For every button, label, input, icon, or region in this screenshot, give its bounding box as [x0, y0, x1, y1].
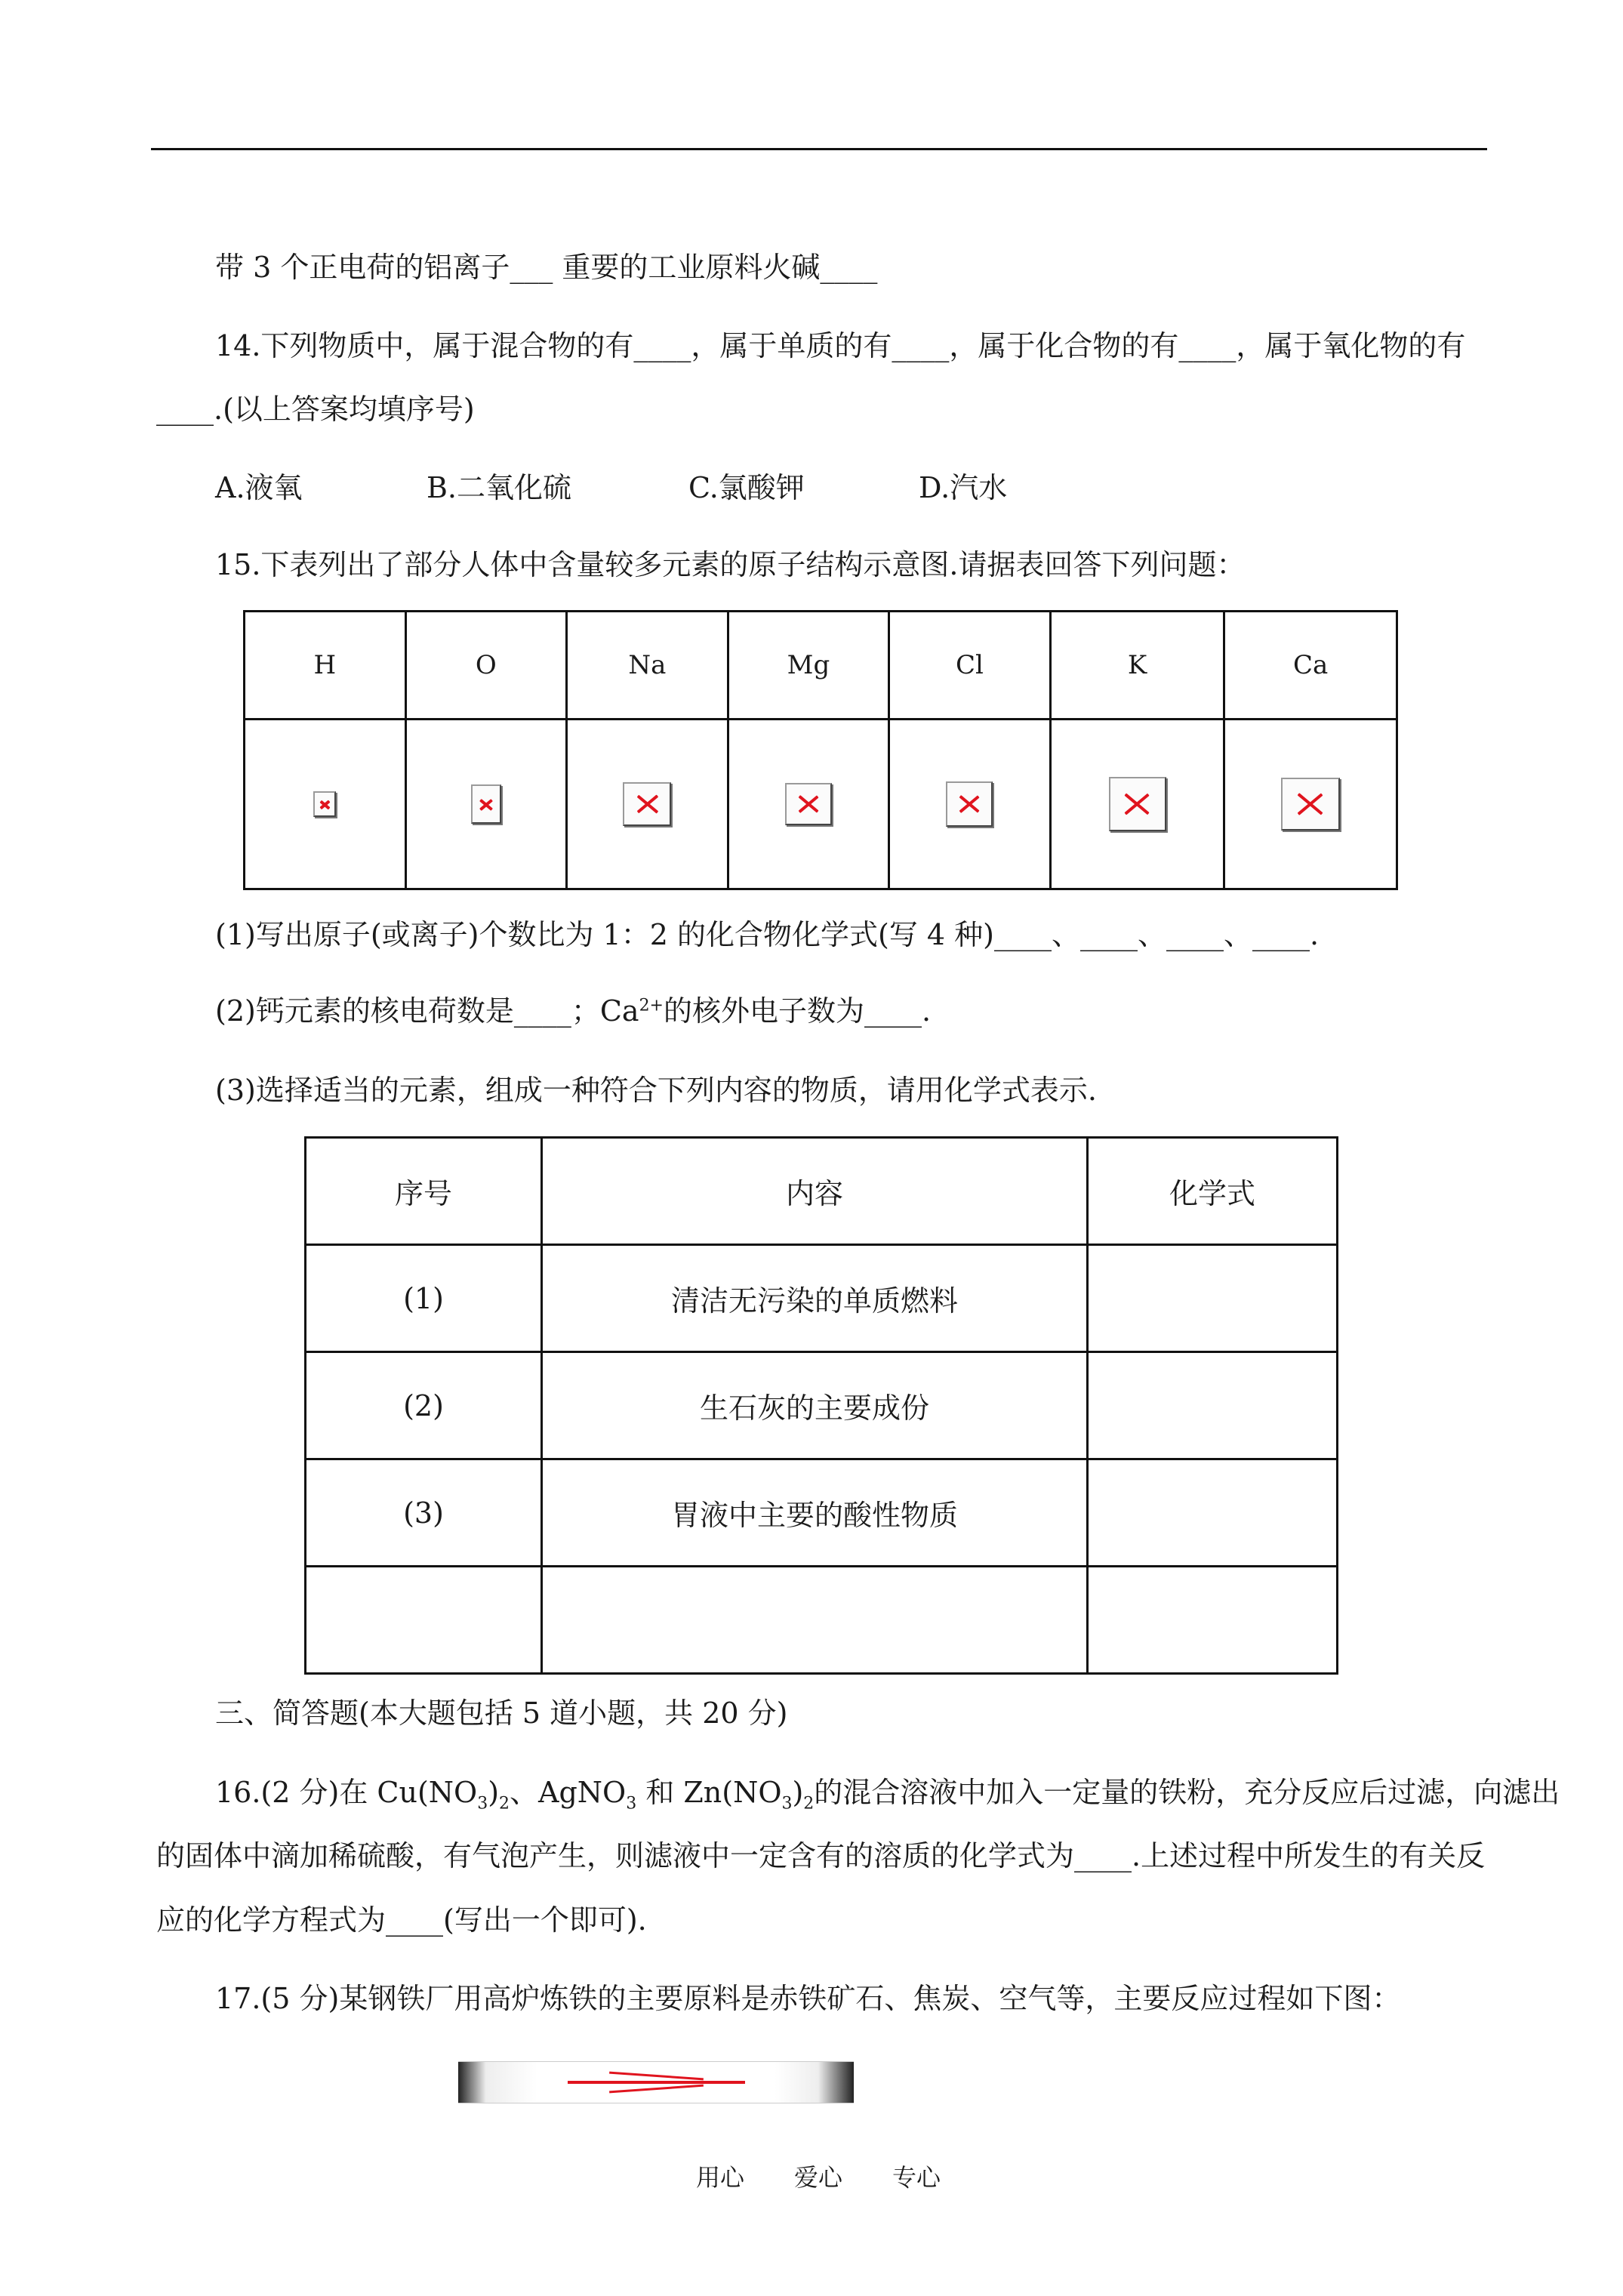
- element-symbol: H: [245, 612, 406, 720]
- option-d: D.汽水: [919, 471, 1008, 504]
- element-symbol: Cl: [889, 612, 1051, 720]
- section-3-heading: 三、简答题(本大题包括 5 道小题，共 20 分): [215, 1697, 788, 1730]
- question-17: 17.(5 分)某钢铁厂用高炉炼铁的主要原料是赤铁矿石、焦炭、空气等，主要反应过程如下图：: [215, 1982, 1401, 2015]
- text-segment: 的混合溶液中加入一定量的铁粉，充分反应后过滤，向滤出: [814, 1776, 1560, 1809]
- question-16-line-2: 的固体中滴加稀硫酸，有气泡产生，则滤液中一定含有的溶质的化学式为____.上述过程中所发生的有关反: [156, 1839, 1486, 1872]
- table-row: [306, 1352, 1338, 1459]
- atom-diagram-cell: [1050, 720, 1224, 889]
- atom-diagram-cell: [405, 720, 567, 889]
- broken-image-icon: [623, 782, 671, 826]
- table-cell: (2): [306, 1352, 542, 1459]
- broken-image-icon: [785, 783, 832, 825]
- question-16-line-1: [215, 1773, 1560, 1812]
- table-cell: [306, 1567, 542, 1674]
- broken-image-icon: [946, 781, 993, 827]
- text-segment: 和 Zn(NO: [636, 1776, 782, 1809]
- answer-cell: [1088, 1567, 1338, 1674]
- option-c: C.氯酸钾: [688, 471, 805, 504]
- subscript: 3: [477, 1794, 488, 1814]
- question-14-line-2: ____.(以上答案均填序号): [156, 393, 475, 426]
- answer-cell: [1088, 1245, 1338, 1352]
- subscript: 3: [626, 1794, 637, 1814]
- element-symbol: O: [405, 612, 567, 720]
- element-symbol: Na: [567, 612, 728, 720]
- table-row: [306, 1459, 1338, 1567]
- elements-table: [243, 610, 1398, 890]
- question-15-part-2: [215, 991, 931, 1031]
- table-cell: (1): [306, 1245, 542, 1352]
- text-segment: 的核外电子数为____.: [664, 994, 932, 1028]
- atom-diagram-cell: [889, 720, 1051, 889]
- footer-text: 专心: [892, 2163, 941, 2192]
- table-cell: [542, 1567, 1088, 1674]
- option-b: B.二氧化硫: [427, 471, 572, 504]
- table-cell: (3): [306, 1459, 542, 1567]
- table-cell: 胃液中主要的酸性物质: [542, 1459, 1088, 1567]
- subscript: 2: [803, 1794, 815, 1814]
- superscript: 2+: [639, 996, 664, 1015]
- subscript: 3: [781, 1794, 793, 1814]
- broken-image-icon: [458, 2061, 854, 2103]
- element-symbol: Mg: [728, 612, 889, 720]
- atom-diagram-cell: [245, 720, 406, 889]
- text-segment: (2)钙元素的核电荷数是____；Ca: [215, 994, 639, 1028]
- atom-diagram-cell: [728, 720, 889, 889]
- footer-text: 爱心: [794, 2163, 843, 2192]
- question-15: 15.下表列出了部分人体中含量较多元素的原子结构示意图.请据表回答下列问题：: [215, 548, 1246, 581]
- diagram-mark: [609, 2085, 704, 2094]
- text-segment: ): [792, 1776, 804, 1809]
- diagram-mark: [609, 2072, 704, 2081]
- table-header-cell: 化学式: [1088, 1138, 1338, 1245]
- table-row: [306, 1567, 1338, 1674]
- broken-image-icon: [313, 791, 336, 817]
- question-15-part-3: (3)选择适当的元素，组成一种符合下列内容的物质，请用化学式表示.: [215, 1074, 1097, 1107]
- answer-cell: [1088, 1459, 1338, 1567]
- table-cell: 清洁无污染的单质燃料: [542, 1245, 1088, 1352]
- element-symbol: K: [1050, 612, 1224, 720]
- header-rule: [151, 148, 1487, 150]
- question-15-part-1: (1)写出原子(或离子)个数比为 1：2 的化合物化学式(写 4 种)____、____、____、____.: [215, 918, 1320, 951]
- broken-image-icon: [1109, 777, 1166, 831]
- question-16-line-3: 应的化学方程式为____(写出一个即可).: [156, 1903, 647, 1937]
- atom-diagram-cell: [1224, 720, 1397, 889]
- question-14-line-1: 14.下列物质中，属于混合物的有____，属于单质的有____，属于化合物的有____，属于氧化物的有: [215, 329, 1466, 362]
- table-cell: 生石灰的主要成份: [542, 1352, 1088, 1459]
- element-symbol: Ca: [1224, 612, 1397, 720]
- broken-image-icon: [1281, 778, 1340, 831]
- table-header-cell: 序号: [306, 1138, 542, 1245]
- broken-image-icon: [471, 784, 501, 824]
- atom-diagram-cell: [567, 720, 728, 889]
- text-segment: ): [488, 1776, 500, 1809]
- diagram-mark: [568, 2081, 745, 2084]
- line-aluminium-ion: 带 3 个正电荷的铝离子___ 重要的工业原料火碱____: [215, 251, 878, 284]
- formula-table: [304, 1136, 1338, 1675]
- subscript: 2: [499, 1794, 510, 1814]
- footer-text: 用心: [696, 2163, 745, 2192]
- text-segment: 、AgNO: [510, 1776, 627, 1809]
- option-a: A.液氧: [215, 471, 303, 504]
- answer-cell: [1088, 1352, 1338, 1459]
- text-segment: 16.(2 分)在 Cu(NO: [215, 1776, 478, 1809]
- table-row: [306, 1245, 1338, 1352]
- table-header-cell: 内容: [542, 1138, 1088, 1245]
